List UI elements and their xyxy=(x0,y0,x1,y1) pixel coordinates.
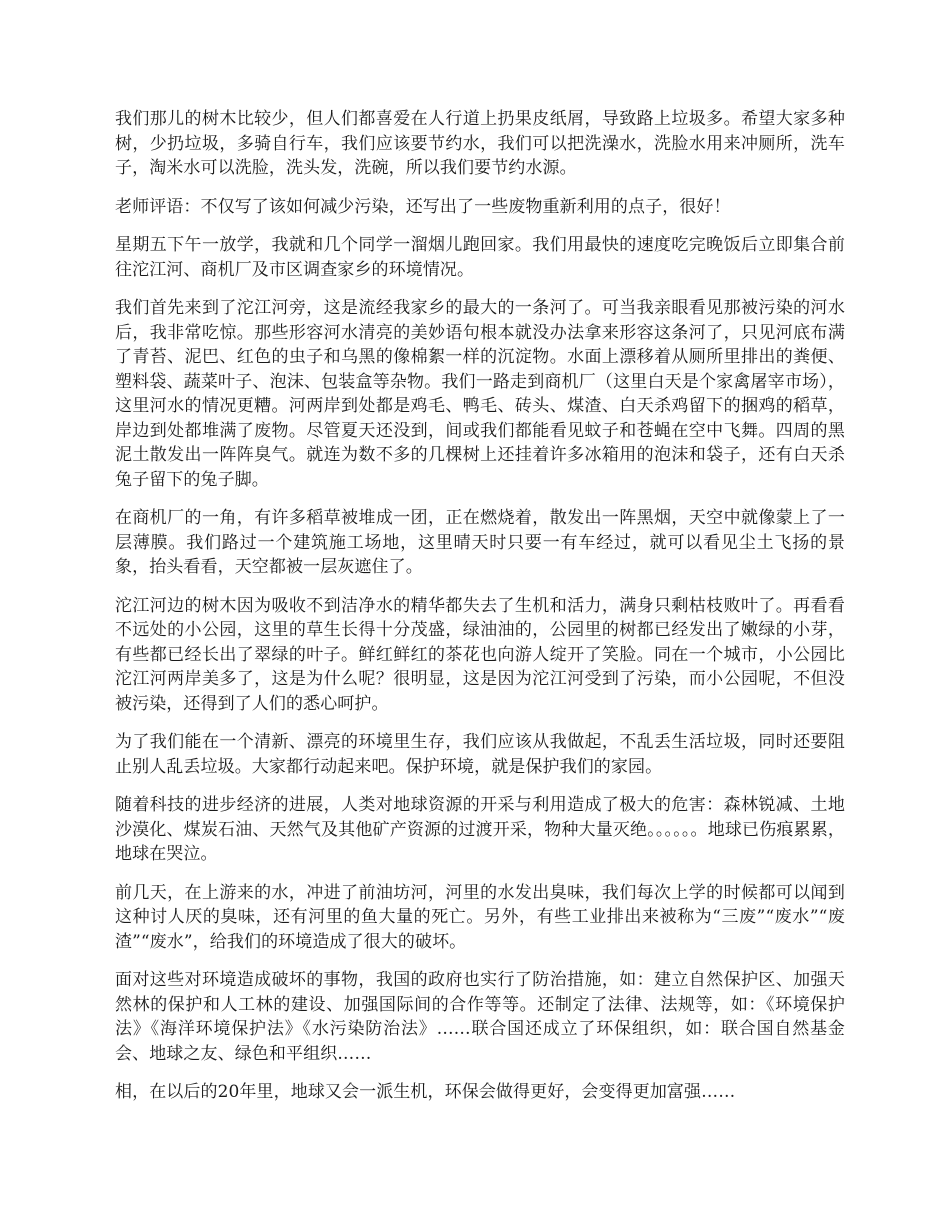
paragraph-10: 面对这些对环境造成破坏的事物，我国的政府也实行了防治措施，如：建立自然保护区、加强天然林的保护和人工林的建设、加强国际间的合作等等。还制定了法律、法规等，如：《环境保护法》《海洋环境保护法》《水污染防治法》……联合国还成立了环保组织，如：联合国自然基金会、地球之友、绿色和平组织…… xyxy=(115,970,845,1064)
paragraph-3: 星期五下午一放学，我就和几个同学一溜烟儿跑回家。我们用最快的速度吃完晚饭后立即集合前往沱江河、商机厂及市区调查家乡的环境情况。 xyxy=(115,235,845,280)
paragraph-4: 我们首先来到了沱江河旁，这是流经我家乡的最大的一条河了。可当我亲眼看见那被污染的河水后，我非常吃惊。那些形容河水清亮的美妙语句根本就没办法拿来形容这条河了，只见河底布满了青苔、泥巴、红色的虫子和乌黑的像棉絮一样的沉淀物。水面上漂移着从厕所里排出的粪便、塑料袋、蔬菜叶子、泡沫、包装盒等杂物。我们一路走到商机厂（这里白天是个家禽屠宰市场），这里河水的情况更糟。河两岸到处都是鸡毛、鸭毛、砖头、煤渣、白天杀鸡留下的捆鸡的稻草，岸边到处都堆满了废物。尽管夏天还没到，间或我们都能看见蚊子和苍蝇在空中飞舞。四周的黑泥土散发出一阵阵臭气。就连为数不多的几棵树上还挂着许多冰箱用的泡沫和袋子，还有白天杀兔子留下的兔子脚。 xyxy=(115,298,845,490)
paragraph-9: 前几天，在上游来的水，冲进了前油坊河，河里的水发出臭味，我们每次上学的时候都可以闻到这种讨人厌的臭味，还有河里的鱼大量的死亡。另外，有些工业排出来被称为“三废”“废水”“废渣”“废水”，给我们的环境造成了很大的破坏。 xyxy=(115,882,845,952)
paragraph-2-teacher-comment: 老师评语：不仅写了该如何减少污染，还写出了一些废物重新利用的点子，很好！ xyxy=(115,196,731,217)
paragraph-6: 沱江河边的树木因为吸收不到洁净水的精华都失去了生机和活力，满身只剩枯枝败叶了。再看看不远处的小公园，这里的草生长得十分茂盛，绿油油的，公园里的树都已经发出了嫩绿的小芽，有些都已经长出了翠绿的叶子。鲜红鲜红的茶花也向游人绽开了笑脸。同在一个城市，小公园比沱江河两岸美多了，这是为什么呢？很明显，这是因为沱江河受到了污染，而小公园呢，不但没被污染，还得到了人们的悉心呵护。 xyxy=(115,595,845,714)
paragraph-5: 在商机厂的一角，有许多稻草被堆成一团，正在燃烧着，散发出一阵黑烟，天空中就像蒙上了一层薄膜。我们路过一个建筑施工场地，这里晴天时只要一有车经过，就可以看见尘土飞扬的景象，抬头看看，天空都被一层灰遮住了。 xyxy=(115,508,845,577)
paragraph-11: 相，在以后的20年里，地球又会一派生机，环保会做得更好，会变得更加富强…… xyxy=(115,1082,736,1102)
paragraph-1: 我们那儿的树木比较少，但人们都喜爱在人行道上扔果皮纸屑，导致路上垃圾多。希望大家多种树，少扔垃圾，多骑自行车，我们应该要节约水，我们可以把洗澡水，洗脸水用来冲厕所，洗车子，淘米水可以洗脸，洗头发，洗碗，所以我们要节约水源。 xyxy=(115,109,845,178)
document-body xyxy=(115,107,845,1119)
paragraph-7: 为了我们能在一个清新、漂亮的环境里生存，我们应该从我做起，不乱丢生活垃圾，同时还要阻止别人乱丢垃圾。大家都行动起来吧。保护环境，就是保护我们的家园。 xyxy=(115,732,845,777)
paragraph-8: 随着科技的进步经济的进展，人类对地球资源的开采与利用造成了极大的危害：森林锐减、土地沙漠化、煤炭石油、天然气及其他矿产资源的过渡开采，物种大量灭绝。。。。。。地球已伤痕累累，地球在哭泣。 xyxy=(115,795,845,864)
